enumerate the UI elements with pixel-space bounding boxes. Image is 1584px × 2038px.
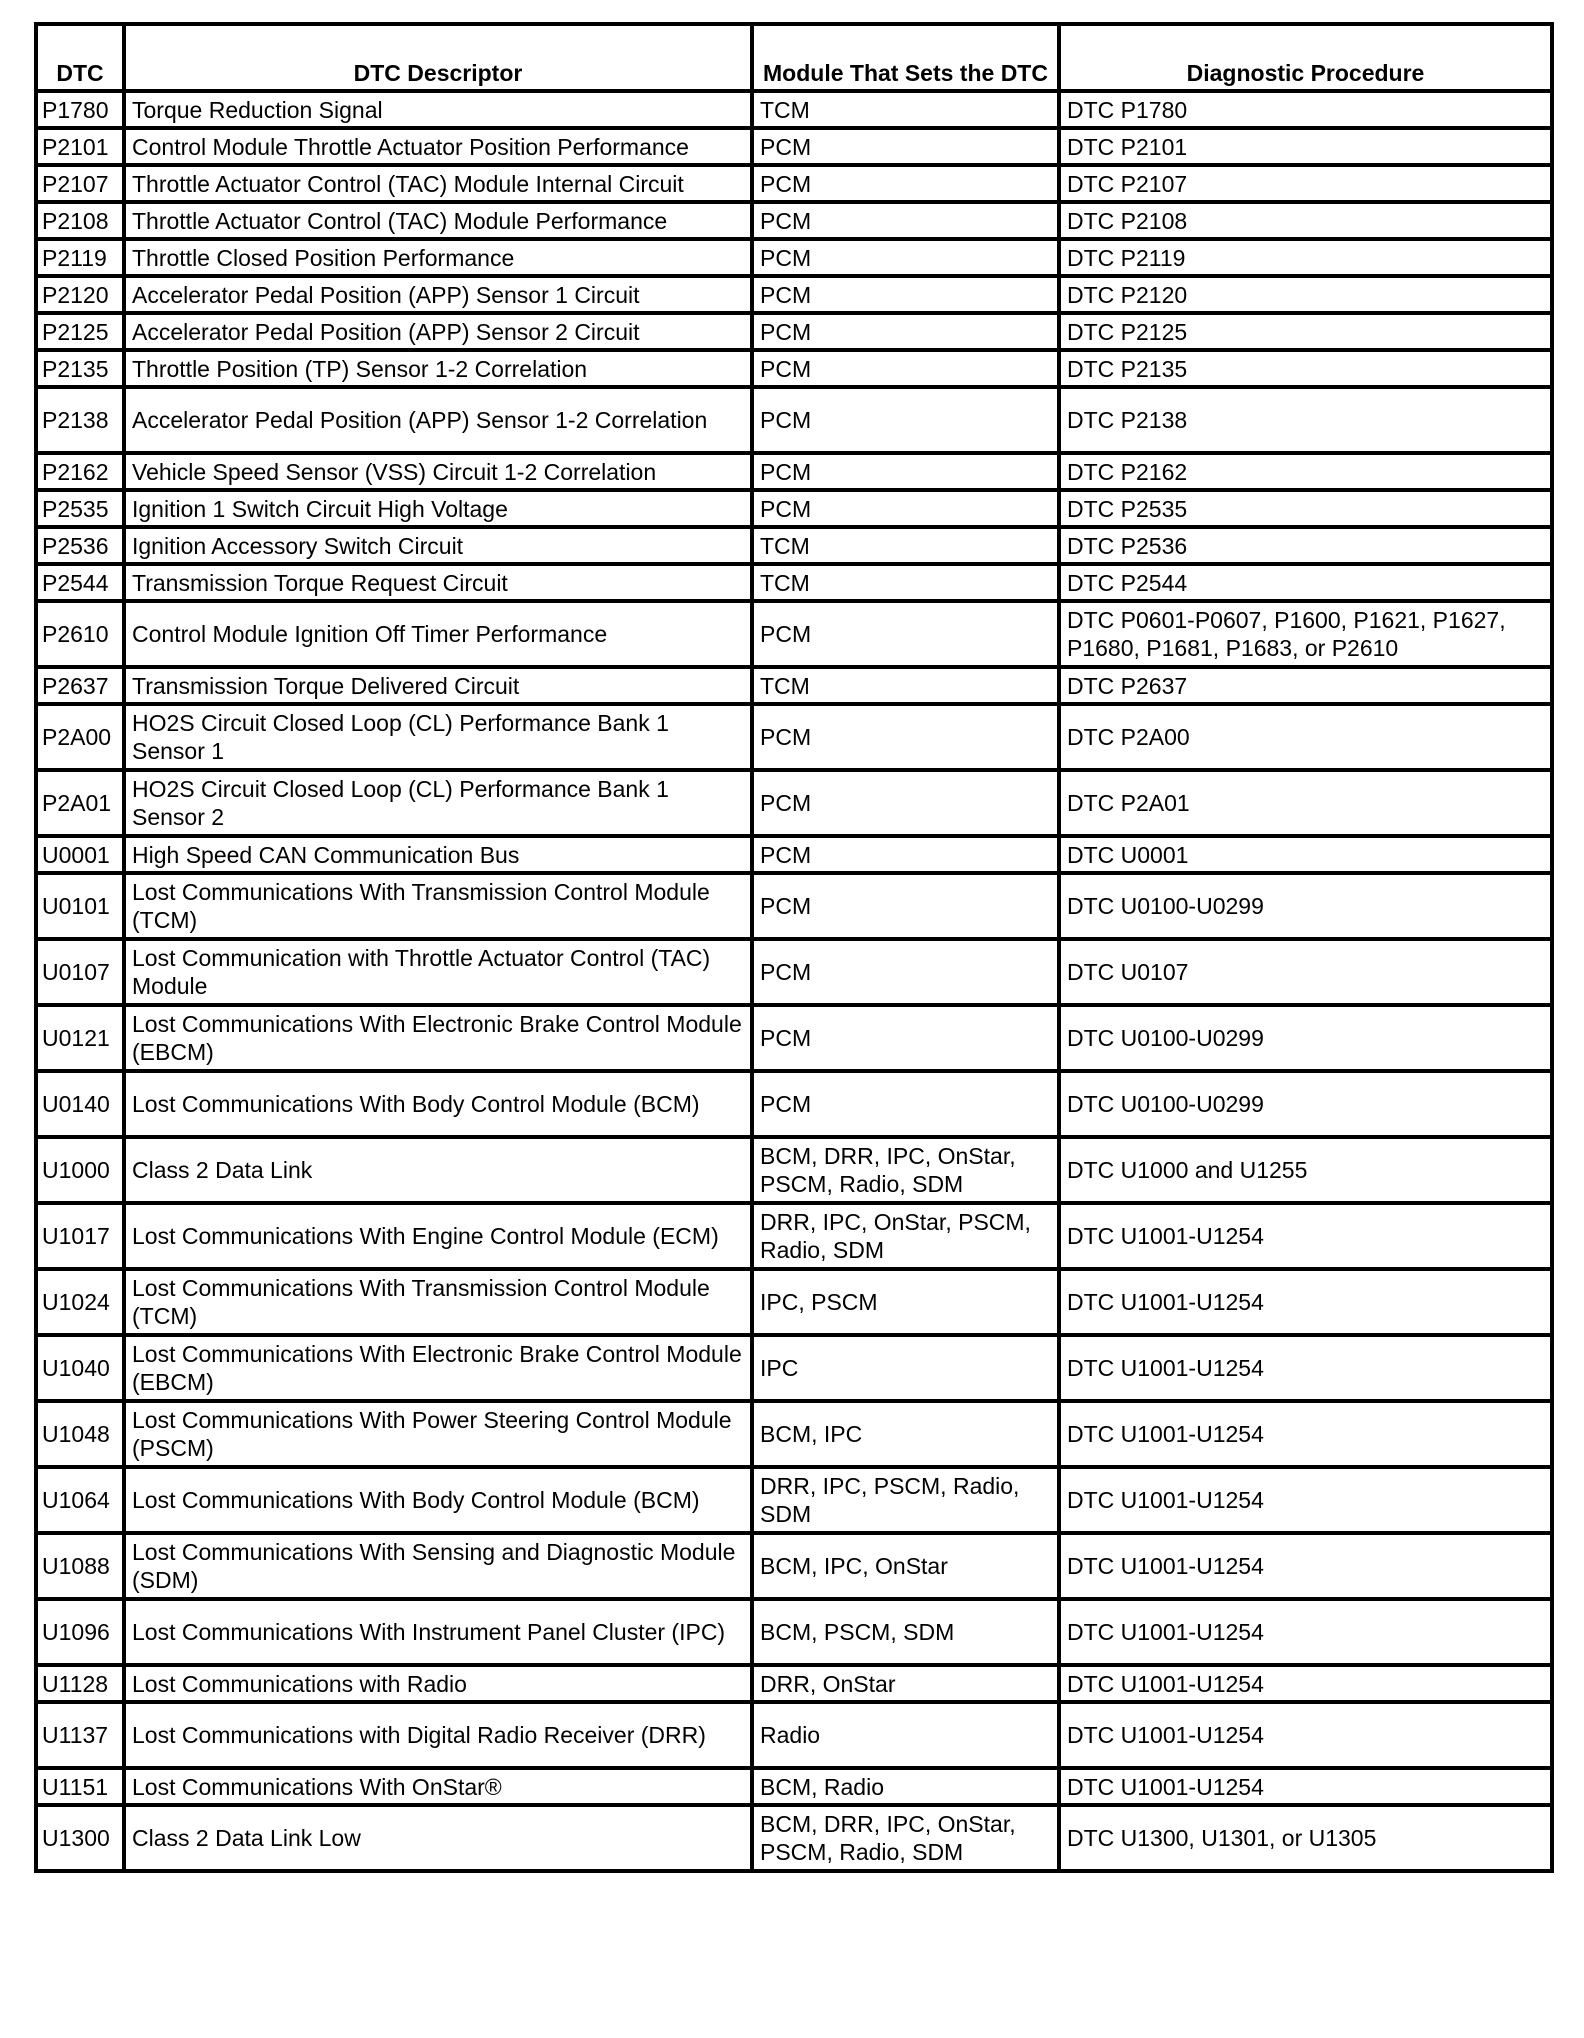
dtc-code-cell: P2162: [36, 453, 124, 490]
table-row: [36, 1335, 1552, 1401]
procedure-cell: DTC U1001-U1254: [1059, 1599, 1552, 1665]
procedure-cell: DTC U1001-U1254: [1059, 1401, 1552, 1467]
procedure-cell: DTC P2535: [1059, 490, 1552, 527]
procedure-cell: DTC U0100-U0299: [1059, 873, 1552, 939]
module-cell: DRR, OnStar: [752, 1665, 1059, 1702]
dtc-code-cell: U1128: [36, 1665, 124, 1702]
table-row: [36, 202, 1552, 239]
module-cell: PCM: [752, 128, 1059, 165]
dtc-code-cell: P2A00: [36, 704, 124, 770]
descriptor-cell: Transmission Torque Delivered Circuit: [124, 667, 752, 704]
descriptor-cell: Vehicle Speed Sensor (VSS) Circuit 1-2 Correlation: [124, 453, 752, 490]
dtc-code-cell: U1064: [36, 1467, 124, 1533]
descriptor-cell: Lost Communications With Instrument Panel Cluster (IPC): [124, 1599, 752, 1665]
module-cell: PCM: [752, 165, 1059, 202]
table-row: [36, 1401, 1552, 1467]
module-cell: PCM: [752, 704, 1059, 770]
procedure-cell: DTC U1300, U1301, or U1305: [1059, 1805, 1552, 1871]
dtc-code-cell: U1096: [36, 1599, 124, 1665]
dtc-code-cell: U1000: [36, 1137, 124, 1203]
procedure-cell: DTC U1000 and U1255: [1059, 1137, 1552, 1203]
dtc-code-cell: U1151: [36, 1768, 124, 1805]
table-row: [36, 387, 1552, 453]
descriptor-cell: Lost Communications With Electronic Brake Control Module (EBCM): [124, 1335, 752, 1401]
module-cell: PCM: [752, 350, 1059, 387]
table-row: [36, 1533, 1552, 1599]
table-row: [36, 1768, 1552, 1805]
procedure-cell: DTC U1001-U1254: [1059, 1768, 1552, 1805]
module-cell: PCM: [752, 387, 1059, 453]
dtc-code-cell: P2135: [36, 350, 124, 387]
table-row: [36, 704, 1552, 770]
module-cell: PCM: [752, 1071, 1059, 1137]
table-row: [36, 1203, 1552, 1269]
procedure-cell: DTC P2A01: [1059, 770, 1552, 836]
descriptor-cell: Torque Reduction Signal: [124, 91, 752, 128]
dtc-code-cell: P2544: [36, 564, 124, 601]
descriptor-cell: Control Module Throttle Actuator Position Performance: [124, 128, 752, 165]
procedure-cell: DTC U0100-U0299: [1059, 1071, 1552, 1137]
procedure-cell: DTC U1001-U1254: [1059, 1533, 1552, 1599]
descriptor-cell: Throttle Closed Position Performance: [124, 239, 752, 276]
procedure-cell: DTC U1001-U1254: [1059, 1665, 1552, 1702]
descriptor-cell: Ignition Accessory Switch Circuit: [124, 527, 752, 564]
descriptor-cell: Accelerator Pedal Position (APP) Sensor 1 Circuit: [124, 276, 752, 313]
procedure-cell: DTC P2536: [1059, 527, 1552, 564]
dtc-code-cell: U1300: [36, 1805, 124, 1871]
table-body: [36, 91, 1552, 1871]
procedure-cell: DTC U1001-U1254: [1059, 1203, 1552, 1269]
dtc-code-cell: P2125: [36, 313, 124, 350]
dtc-code-cell: U1024: [36, 1269, 124, 1335]
table-row: [36, 276, 1552, 313]
descriptor-cell: Control Module Ignition Off Timer Performance: [124, 601, 752, 667]
module-cell: IPC: [752, 1335, 1059, 1401]
module-cell: TCM: [752, 91, 1059, 128]
descriptor-cell: Accelerator Pedal Position (APP) Sensor 1-2 Correlation: [124, 387, 752, 453]
descriptor-cell: Lost Communications with Radio: [124, 1665, 752, 1702]
module-cell: PCM: [752, 239, 1059, 276]
dtc-code-cell: P2535: [36, 490, 124, 527]
module-cell: PCM: [752, 490, 1059, 527]
descriptor-cell: Throttle Position (TP) Sensor 1-2 Correlation: [124, 350, 752, 387]
table-row: [36, 350, 1552, 387]
module-cell: BCM, IPC, OnStar: [752, 1533, 1059, 1599]
module-cell: PCM: [752, 453, 1059, 490]
module-cell: BCM, Radio: [752, 1768, 1059, 1805]
descriptor-cell: Lost Communications With OnStar®: [124, 1768, 752, 1805]
table-row: [36, 1467, 1552, 1533]
dtc-table: [34, 22, 1554, 1873]
dtc-code-cell: U1040: [36, 1335, 124, 1401]
table-row: [36, 1805, 1552, 1871]
descriptor-cell: Lost Communications With Power Steering Control Module (PSCM): [124, 1401, 752, 1467]
procedure-cell: DTC U1001-U1254: [1059, 1702, 1552, 1768]
module-cell: PCM: [752, 601, 1059, 667]
table-row: [36, 1599, 1552, 1665]
descriptor-cell: Lost Communications With Body Control Module (BCM): [124, 1071, 752, 1137]
table-row: [36, 1665, 1552, 1702]
dtc-code-cell: P2120: [36, 276, 124, 313]
procedure-cell: DTC P2637: [1059, 667, 1552, 704]
dtc-code-cell: U0107: [36, 939, 124, 1005]
descriptor-cell: Lost Communications With Electronic Brake Control Module (EBCM): [124, 1005, 752, 1071]
descriptor-cell: Lost Communications With Body Control Module (BCM): [124, 1467, 752, 1533]
procedure-cell: DTC U0001: [1059, 836, 1552, 873]
module-cell: Radio: [752, 1702, 1059, 1768]
procedure-cell: DTC P2120: [1059, 276, 1552, 313]
dtc-code-cell: U1137: [36, 1702, 124, 1768]
module-cell: BCM, DRR, IPC, OnStar, PSCM, Radio, SDM: [752, 1805, 1059, 1871]
descriptor-cell: Ignition 1 Switch Circuit High Voltage: [124, 490, 752, 527]
descriptor-cell: Lost Communications With Transmission Control Module (TCM): [124, 873, 752, 939]
procedure-cell: DTC U1001-U1254: [1059, 1467, 1552, 1533]
descriptor-cell: High Speed CAN Communication Bus: [124, 836, 752, 873]
module-cell: PCM: [752, 939, 1059, 1005]
dtc-code-cell: P2536: [36, 527, 124, 564]
descriptor-cell: Lost Communications With Engine Control Module (ECM): [124, 1203, 752, 1269]
table-row: [36, 313, 1552, 350]
module-cell: TCM: [752, 667, 1059, 704]
table-row: [36, 1137, 1552, 1203]
procedure-cell: DTC U0107: [1059, 939, 1552, 1005]
descriptor-cell: Lost Communications With Sensing and Diagnostic Module (SDM): [124, 1533, 752, 1599]
table-row: [36, 873, 1552, 939]
module-cell: PCM: [752, 313, 1059, 350]
procedure-cell: DTC P1780: [1059, 91, 1552, 128]
procedure-cell: DTC P0601-P0607, P1600, P1621, P1627, P1680, P1681, P1683, or P2610: [1059, 601, 1552, 667]
header-dtc: DTC: [36, 24, 124, 91]
descriptor-cell: HO2S Circuit Closed Loop (CL) Performance Bank 1 Sensor 2: [124, 770, 752, 836]
module-cell: BCM, PSCM, SDM: [752, 1599, 1059, 1665]
dtc-code-cell: P2108: [36, 202, 124, 239]
module-cell: PCM: [752, 873, 1059, 939]
module-cell: DRR, IPC, OnStar, PSCM, Radio, SDM: [752, 1203, 1059, 1269]
table-row: [36, 239, 1552, 276]
table-row: [36, 165, 1552, 202]
dtc-code-cell: U1048: [36, 1401, 124, 1467]
procedure-cell: DTC U1001-U1254: [1059, 1335, 1552, 1401]
table-row: [36, 490, 1552, 527]
module-cell: IPC, PSCM: [752, 1269, 1059, 1335]
module-cell: PCM: [752, 1005, 1059, 1071]
table-row: [36, 1005, 1552, 1071]
procedure-cell: DTC P2108: [1059, 202, 1552, 239]
procedure-cell: DTC P2119: [1059, 239, 1552, 276]
dtc-code-cell: U0101: [36, 873, 124, 939]
table-row: [36, 453, 1552, 490]
dtc-code-cell: P1780: [36, 91, 124, 128]
table-row: [36, 836, 1552, 873]
header-descriptor: DTC Descriptor: [124, 24, 752, 91]
procedure-cell: DTC U1001-U1254: [1059, 1269, 1552, 1335]
descriptor-cell: Throttle Actuator Control (TAC) Module Performance: [124, 202, 752, 239]
procedure-cell: DTC U0100-U0299: [1059, 1005, 1552, 1071]
dtc-code-cell: P2610: [36, 601, 124, 667]
dtc-code-cell: U0140: [36, 1071, 124, 1137]
procedure-cell: DTC P2162: [1059, 453, 1552, 490]
header-module: Module That Sets the DTC: [752, 24, 1059, 91]
module-cell: TCM: [752, 527, 1059, 564]
module-cell: BCM, IPC: [752, 1401, 1059, 1467]
table-row: [36, 667, 1552, 704]
dtc-code-cell: U1088: [36, 1533, 124, 1599]
procedure-cell: DTC P2107: [1059, 165, 1552, 202]
descriptor-cell: Class 2 Data Link Low: [124, 1805, 752, 1871]
table-row: [36, 1702, 1552, 1768]
dtc-code-cell: P2119: [36, 239, 124, 276]
module-cell: PCM: [752, 202, 1059, 239]
table-row: [36, 1269, 1552, 1335]
procedure-cell: DTC P2A00: [1059, 704, 1552, 770]
dtc-code-cell: P2101: [36, 128, 124, 165]
dtc-code-cell: U0121: [36, 1005, 124, 1071]
table-row: [36, 564, 1552, 601]
dtc-code-cell: U1017: [36, 1203, 124, 1269]
dtc-code-cell: P2138: [36, 387, 124, 453]
descriptor-cell: Accelerator Pedal Position (APP) Sensor 2 Circuit: [124, 313, 752, 350]
dtc-code-cell: U0001: [36, 836, 124, 873]
descriptor-cell: HO2S Circuit Closed Loop (CL) Performance Bank 1 Sensor 1: [124, 704, 752, 770]
descriptor-cell: Lost Communications with Digital Radio Receiver (DRR): [124, 1702, 752, 1768]
header-row: [36, 24, 1552, 91]
module-cell: PCM: [752, 836, 1059, 873]
table-row: [36, 527, 1552, 564]
descriptor-cell: Class 2 Data Link: [124, 1137, 752, 1203]
table-row: [36, 770, 1552, 836]
table-row: [36, 939, 1552, 1005]
dtc-code-cell: P2107: [36, 165, 124, 202]
module-cell: TCM: [752, 564, 1059, 601]
descriptor-cell: Lost Communication with Throttle Actuator Control (TAC) Module: [124, 939, 752, 1005]
procedure-cell: DTC P2138: [1059, 387, 1552, 453]
dtc-code-cell: P2637: [36, 667, 124, 704]
module-cell: PCM: [752, 276, 1059, 313]
descriptor-cell: Transmission Torque Request Circuit: [124, 564, 752, 601]
module-cell: DRR, IPC, PSCM, Radio, SDM: [752, 1467, 1059, 1533]
table-row: [36, 128, 1552, 165]
dtc-code-cell: P2A01: [36, 770, 124, 836]
descriptor-cell: Throttle Actuator Control (TAC) Module Internal Circuit: [124, 165, 752, 202]
table-row: [36, 91, 1552, 128]
procedure-cell: DTC P2125: [1059, 313, 1552, 350]
module-cell: BCM, DRR, IPC, OnStar, PSCM, Radio, SDM: [752, 1137, 1059, 1203]
procedure-cell: DTC P2544: [1059, 564, 1552, 601]
table-row: [36, 601, 1552, 667]
module-cell: PCM: [752, 770, 1059, 836]
procedure-cell: DTC P2135: [1059, 350, 1552, 387]
procedure-cell: DTC P2101: [1059, 128, 1552, 165]
table-row: [36, 1071, 1552, 1137]
descriptor-cell: Lost Communications With Transmission Control Module (TCM): [124, 1269, 752, 1335]
header-procedure: Diagnostic Procedure: [1059, 24, 1552, 91]
